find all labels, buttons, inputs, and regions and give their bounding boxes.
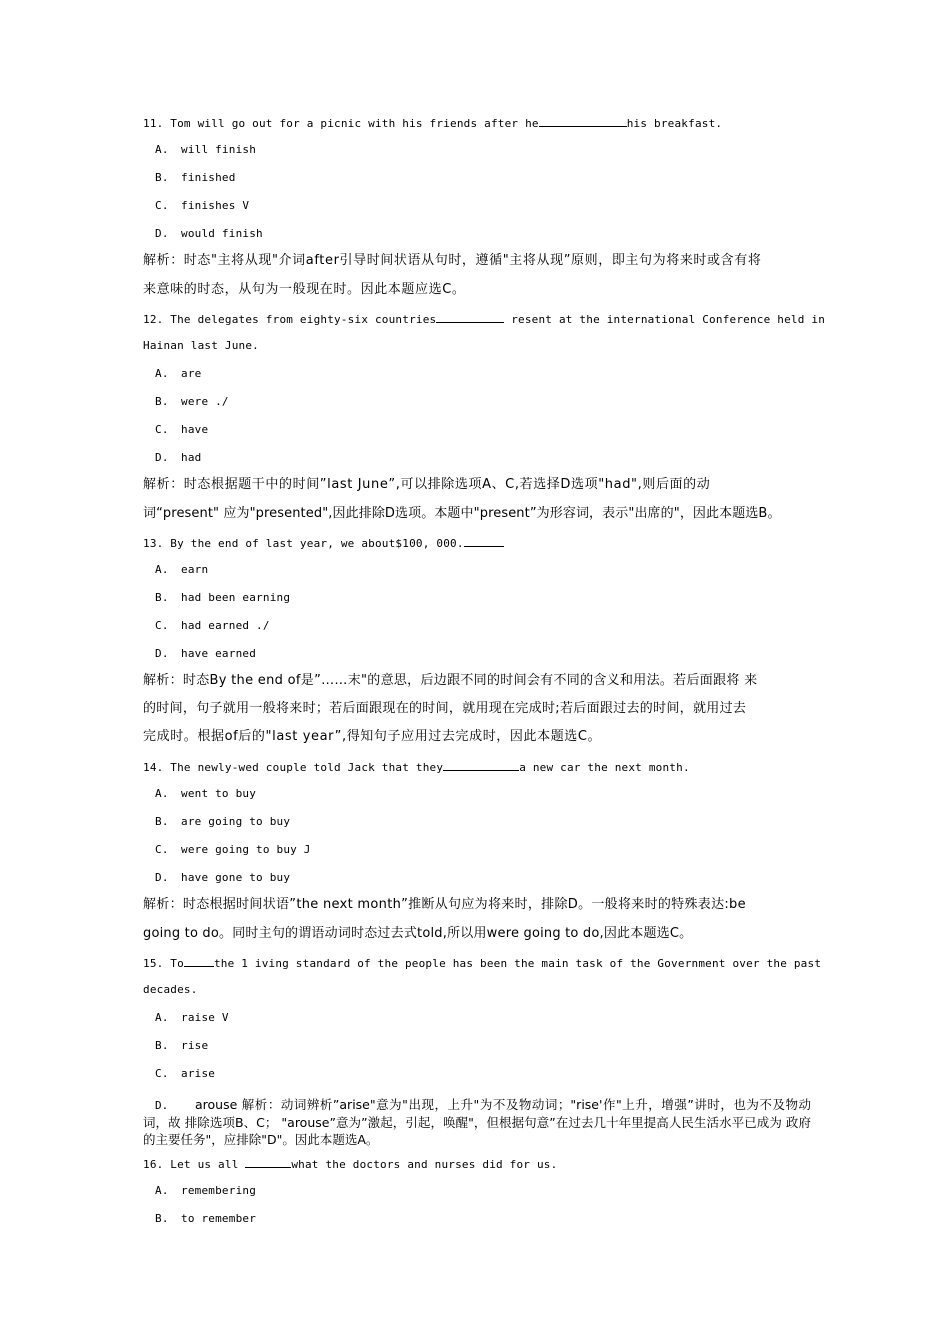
question-13 [143,534,504,552]
option-b: B. had been earning [155,591,291,604]
option-a: A. remembering [155,1184,257,1197]
option-c: C. arise [155,1067,216,1080]
option-c: C. finishes V [155,199,250,212]
answer-blank [436,310,504,323]
answer-blank [539,114,627,127]
option-c: C. had earned ./ [155,619,270,632]
option-d: D. would finish [155,227,263,240]
option-d: D. have gone to buy [155,871,291,884]
answer-blank [464,534,504,547]
option-b: B. were ./ [155,395,229,408]
question-16-stem: 16. Let us all [143,1158,246,1171]
explanation-15: arouse 解析：动词辨析”arise"意为"出现，上升"为不及物动词；"rise'作"上升，增强”讲时，也为不及物动词，故 排除选项B、C； "arouse”意为”激起，引起，唤醒"，但根据句意”在过去几十年里提高人民生活水平已成为 政府的主要任务"，应排除"D"。因此本题选A。 [143,1097,811,1147]
question-14 [143,758,690,776]
explanation-12-line-1: 解析：时态根据题干中的时间”last June”,可以排除选项A、C,若选择D选项"had",则后面的动 [143,477,711,492]
question-14-stem-end: a new car the next month. [519,761,690,774]
question-15-line-2: decades. [143,983,198,996]
answer-blank [443,758,519,771]
option-a: A. raise V [155,1011,229,1024]
explanation-12-line-2: 词“present" 应为"presented",因此排除D选项。本题中"present”为形容词，表示"出席的"，因此本题选B。 [143,506,781,521]
question-11-stem-end: his breakfast. [626,117,723,130]
option-a: A. will finish [155,143,257,156]
option-b: B. to remember [155,1212,257,1225]
question-16-stem-end: what the doctors and nurses did for us. [291,1158,558,1171]
explanation-14-line-1: 解析：时态根据时间状语”the next month”推断从句应为将来时，排除D。一般将来时的特殊表达:be [143,897,746,912]
question-13-stem: 13. By the end of last year, we about$100, 000. [143,537,464,550]
option-b: B. are going to buy [155,815,291,828]
option-d-with-explanation-15 [143,1096,811,1148]
option-b: B. rise [155,1039,209,1052]
question-11-stem: 11. Tom will go out for a picnic with his friends after he [143,117,539,130]
explanation-11-line-1: 解析：时态"主将从现"介词after引导时间状语从句时，遵循"主将从现”原则，即主句为将来时或含有将 [143,253,762,268]
explanation-11-line-2: 来意味的时态，从句为一般现在时。因此本题应选C。 [143,282,466,297]
option-d: D. have earned [155,647,257,660]
explanation-14-line-2: going to do。同时主句的谓语动词时态过去式told,所以用were going to do,因此本题选C。 [143,926,693,941]
option-c: C. were going to buy J [155,843,311,856]
question-15-stem: 15. To [143,957,184,970]
option-c: C. have [155,423,209,436]
question-12-stem-end: resent at the international Conference held in [504,313,826,326]
explanation-13-line-1: 解析：时态By the end of是”……末"的意思，后边跟不同的时间会有不同的含义和用法。若后面跟将 来 [143,673,758,688]
question-15 [143,954,821,972]
question-12 [143,310,825,328]
option-a: A. are [155,367,202,380]
option-b: B. finished [155,171,236,184]
question-16 [143,1155,557,1173]
option-d: D. had [155,451,202,464]
explanation-13-line-3: 完成时。根据of后的"last year”,得知句子应用过去完成时，因此本题选C。 [143,729,602,744]
question-11 [143,114,722,132]
explanation-13-line-2: 的时间，句子就用一般将来时；若后面跟现在的时间，就用现在完成时;若后面跟过去的时间，就用过去 [143,701,747,716]
answer-blank [184,954,214,967]
question-14-stem: 14. The newly-wed couple told Jack that they [143,761,444,774]
option-a: A. earn [155,563,209,576]
question-12-line-2: Hainan last June. [143,339,259,352]
option-d-letter: D. [155,1099,169,1112]
answer-blank [245,1155,291,1168]
question-15-stem-end: the 1 iving standard of the people has been the main task of the Government over the past [213,957,822,970]
option-a: A. went to buy [155,787,257,800]
question-12-stem: 12. The delegates from eighty-six countries [143,313,437,326]
